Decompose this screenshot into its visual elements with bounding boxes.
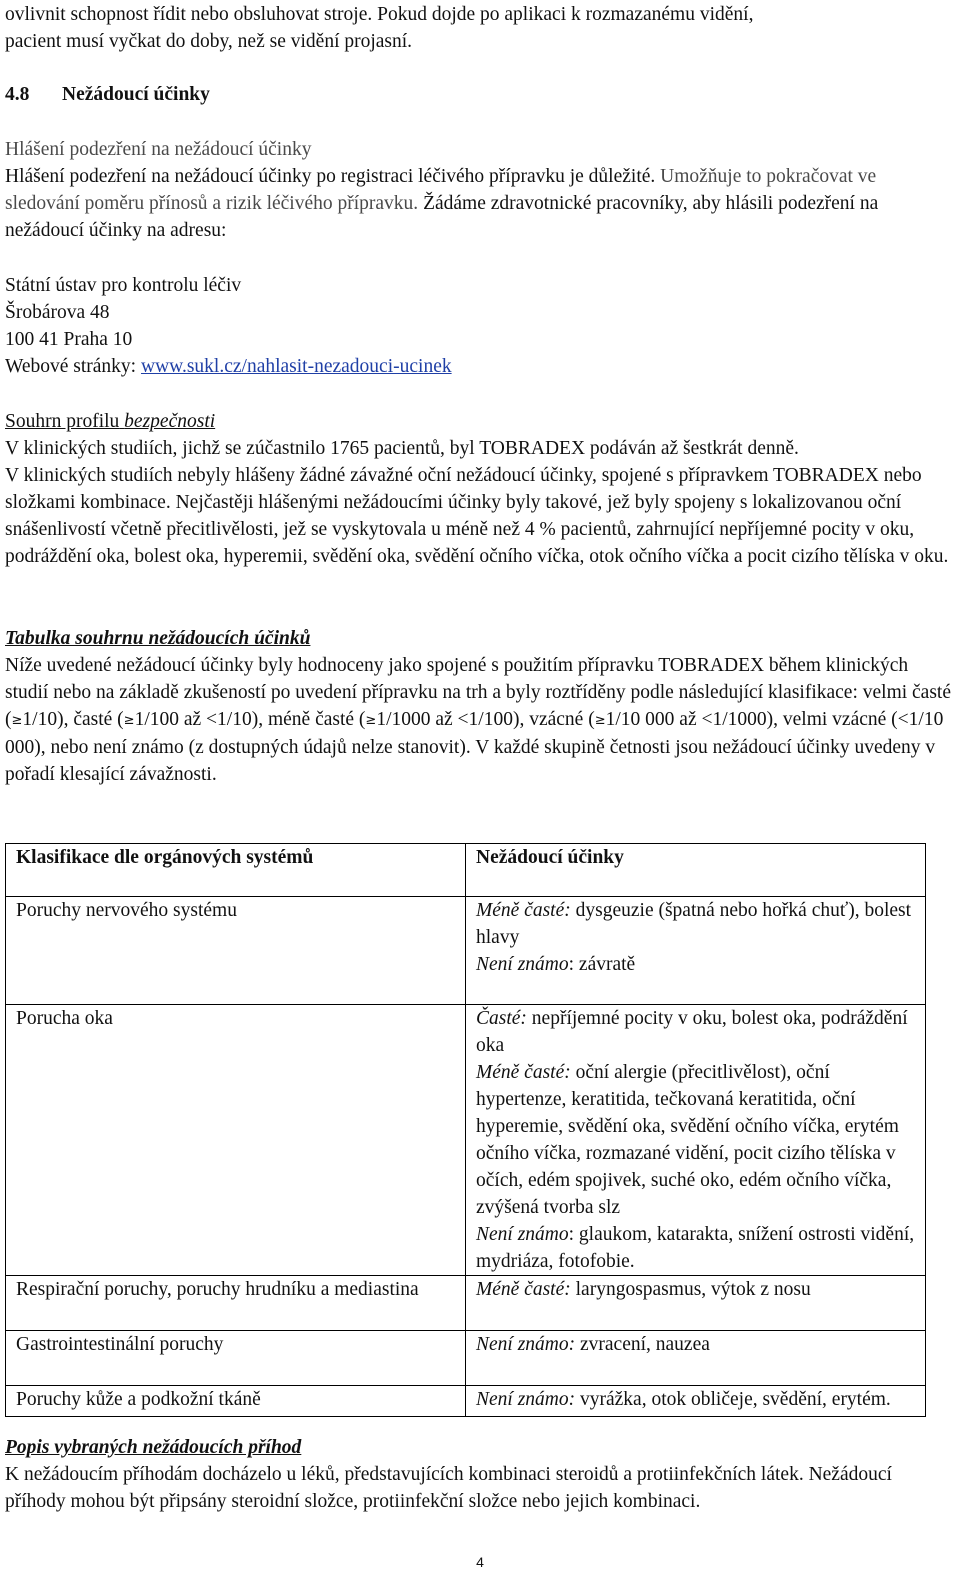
row-effects — [466, 1386, 926, 1417]
address-institution: Státní ústav pro kontrolu léčiv — [5, 275, 242, 296]
selected-events-para: K nežádoucím příhodám docházelo u léků, představujících kombinaci steroidů a protiinfekčních látek. Nežádoucí příhody mohou být připsány steroidní složce, protiinfekční složce nebo jejich kombinaci. — [5, 1464, 892, 1512]
page-number: 4 — [476, 1554, 484, 1570]
web-link[interactable]: www.sukl.cz/nahlasit-nezadouci-ucinek — [140, 356, 452, 377]
table-row — [6, 1005, 926, 1276]
intro-paragraph — [5, 1, 955, 55]
intro-part-b: 1/10), časté ( — [22, 709, 124, 730]
row-effects — [466, 1005, 926, 1276]
summary-table-intro — [5, 652, 955, 788]
effect-text: vyrážka, otok obličeje, svědění, erytém. — [575, 1389, 891, 1410]
effect-text: : závratě — [568, 954, 636, 975]
ge-symbol: ≥ — [365, 713, 377, 728]
reporting-block — [5, 136, 955, 244]
summary-table-heading: Tabulka souhrnu nežádoucích účinků — [5, 628, 311, 649]
web-label: Webové stránky: — [5, 356, 137, 377]
effect-text: dysgeuzie (špatná nebo hořká chuť), bolest hlavy — [476, 900, 912, 948]
address-web — [5, 353, 955, 380]
safety-heading-italic: bezpečnosti — [124, 411, 216, 432]
row-system: Respirační poruchy, poruchy hrudníku a mediastina — [6, 1276, 466, 1331]
section-title: Nežádoucí účinky — [62, 84, 210, 105]
address-city: 100 41 Praha 10 — [5, 329, 133, 350]
freq-label: Časté: — [476, 1008, 527, 1029]
freq-label: Není známo — [476, 1224, 569, 1245]
column-header-system: Klasifikace dle orgánových systémů — [6, 844, 466, 897]
effect-text: laryngospasmus, výtok z nosu — [570, 1279, 811, 1300]
intro-part-a: Níže uvedené nežádoucí účinky byly hodnoceny jako spojené s použitím přípravku TOBRADEX během klinických studií nebo na základě zkušeností po uvedení přípravku na trh a byly roztříděny podle následující klasifikace: velmi časté ( — [5, 655, 951, 730]
intro-part-e: 1/10 000 až <1/1000), velmi vzácné (<1/10 000), nebo není známo (z dostupných údajů nelze stanovit). V každé skupině četnosti jsou nežádoucí účinky uvedeny v pořadí klesající závažnosti. — [5, 709, 944, 785]
address-street: Šrobárova 48 — [5, 302, 110, 323]
effect-text: oční alergie (přecitlivělost), oční hypertenze, keratitida, tečkovaná keratitida, oční hyperemie, svědění oka, svědění očního víčka, erytém očního víčka, rozmazané vidění, pocit cizího tělíska v očích, edém spojivek, suché oko, edém očního víčka, zvýšená tvorba slz — [476, 1062, 899, 1218]
reporting-text-2: Umožňuje to pokračovat ve sledování poměru přínosů a rizik léčivého přípravku. — [5, 166, 877, 214]
freq-label: Méně časté: — [476, 900, 571, 921]
effect-text: nepříjemné pocity v oku, bolest oka, podráždění oka — [476, 1008, 908, 1056]
freq-label: Není známo: — [476, 1389, 576, 1410]
intro-part-d: 1/1000 až <1/100), vzácné ( — [376, 709, 595, 730]
section-number: 4.8 — [5, 84, 30, 105]
effect-text: zvracení, nauzea — [575, 1334, 710, 1355]
safety-profile-block — [5, 408, 955, 570]
row-system: Gastrointestinální poruchy — [6, 1331, 466, 1386]
safety-heading-plain: Souhrn profilu — [5, 411, 120, 432]
table-row — [6, 1331, 926, 1386]
section-heading — [5, 81, 210, 108]
intro-line-2: pacient musí vyčkat do doby, než se vidění projasní. — [5, 31, 413, 52]
table-row — [6, 897, 926, 1005]
row-system: Porucha oka — [6, 1005, 466, 1276]
adverse-effects-table — [5, 843, 926, 1417]
reporting-text-3: Žádáme zdravotnické pracovníky, aby hlásili podezření na nežádoucí účinky na adresu: — [5, 193, 879, 241]
effect-text: : glaukom, katarakta, snížení ostrosti vidění, mydriáza, fotofobie. — [476, 1224, 915, 1272]
table-header-row — [6, 844, 926, 897]
summary-table-intro-block — [5, 625, 955, 788]
safety-profile-para-1: V klinických studiích, jichž se zúčastnilo 1765 pacientů, byl TOBRADEX podáván až šestkrát denně. — [5, 438, 799, 459]
ge-symbol: ≥ — [123, 713, 135, 728]
row-system: Poruchy nervového systému — [6, 897, 466, 1005]
column-header-effects: Nežádoucí účinky — [466, 844, 926, 897]
reporting-heading: Hlášení podezření na nežádoucí účinky — [5, 139, 312, 160]
freq-label: Není známo: — [476, 1334, 576, 1355]
row-effects — [466, 1331, 926, 1386]
intro-part-c: 1/100 až <1/10), méně časté ( — [134, 709, 366, 730]
table-row — [6, 1386, 926, 1417]
freq-label: Méně časté: — [476, 1062, 571, 1083]
selected-events-block — [5, 1434, 955, 1515]
reporting-text — [5, 163, 955, 244]
intro-line-1: ovlivnit schopnost řídit nebo obsluhovat stroje. Pokud dojde po aplikaci k rozmazanému vidění, — [5, 4, 754, 25]
selected-events-heading: Popis vybraných nežádoucích příhod — [5, 1437, 302, 1458]
reporting-text-1: Hlášení podezření na nežádoucí účinky po registraci léčivého přípravku je důležité. — [5, 166, 656, 187]
ge-symbol: ≥ — [594, 713, 606, 728]
freq-label: Méně časté: — [476, 1279, 571, 1300]
table-row — [6, 1276, 926, 1331]
safety-profile-para-2: V klinických studiích nebyly hlášeny žádné závažné oční nežádoucí účinky, spojené s přípravkem TOBRADEX nebo složkami kombinace. Nejčastěji hlášenými nežádoucími účinky byly takové, jež byly spojeny s lokalizovanou oční snášenlivostí včetně přecitlivělosti, jež se vyskytovala u méně než 4 % pacientů, zahrnující nepříjemné pocity v oku, podráždění oka, bolest oka, hyperemii, svědění oka, svědění očního víčka, otok očního víčka a pocit cizího tělíska v oku. — [5, 465, 949, 567]
address-block — [5, 272, 955, 380]
safety-profile-heading — [5, 408, 955, 435]
row-effects — [466, 1276, 926, 1331]
ge-symbol: ≥ — [11, 713, 23, 728]
row-system: Poruchy kůže a podkožní tkáně — [6, 1386, 466, 1417]
row-effects — [466, 897, 926, 1005]
freq-label: Není známo — [476, 954, 569, 975]
